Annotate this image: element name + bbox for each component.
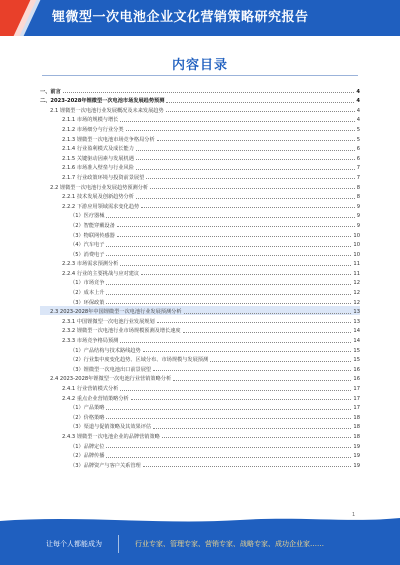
toc-entry[interactable]: [40, 296, 360, 306]
toc-entry-label: （3）锂微型一次电池出口前景展望: [70, 366, 152, 373]
toc-entry-page: 13: [353, 309, 360, 316]
toc-entry-label: 2.1.1 市场的规模与增长: [62, 117, 119, 124]
toc-entry[interactable]: [40, 450, 360, 460]
toc-entry-label: （2）品牌传播: [70, 453, 105, 460]
toc-entry[interactable]: [40, 210, 360, 220]
toc-leader-dots: [153, 428, 351, 429]
toc-entry-page: 9: [356, 213, 360, 220]
toc-leader-dots: [63, 92, 355, 93]
toc-entry-label: 2.1.4 行业盈利模式及成长能力: [62, 146, 134, 153]
toc-entry-page: 4: [356, 88, 360, 95]
toc-leader-dots: [106, 255, 351, 256]
toc-entry-label: 一、前言: [40, 88, 61, 95]
toc-entry-page: 8: [356, 184, 360, 191]
toc-leader-dots: [131, 399, 352, 400]
page-header: [0, 0, 400, 36]
toc-entry[interactable]: [40, 363, 360, 373]
toc-leader-dots: [166, 102, 354, 103]
toc-leader-dots: [106, 217, 354, 218]
toc-entry[interactable]: [40, 162, 360, 172]
toc-leader-dots: [106, 246, 351, 247]
toc-entry-label: 2.2.4 行业的主要挑战与应对建议: [62, 270, 140, 277]
toc-entry-page: 6: [356, 146, 360, 153]
toc-entry[interactable]: [40, 229, 360, 239]
toc-entry[interactable]: [40, 459, 360, 469]
toc-entry[interactable]: [40, 344, 360, 354]
toc-entry-page: 12: [353, 299, 360, 306]
toc-entry[interactable]: [40, 239, 360, 249]
toc-entry[interactable]: [40, 392, 360, 402]
toc-leader-dots: [117, 236, 352, 237]
toc-leader-dots: [120, 390, 351, 391]
toc-entry-label: （3）环保政策: [70, 299, 105, 306]
toc-entry[interactable]: [40, 114, 360, 124]
toc-entry-label: 2.1.2 市场细分与行业分类: [62, 126, 124, 133]
toc-entry-page: 13: [353, 318, 360, 325]
toc-leader-dots: [153, 370, 351, 371]
page-footer: [0, 523, 400, 565]
toc-entry-page: 19: [353, 453, 360, 460]
toc-leader-dots: [141, 207, 355, 208]
toc-entry-page: 17: [353, 395, 360, 402]
toc-entry[interactable]: [40, 325, 360, 335]
toc-entry[interactable]: [40, 171, 360, 181]
toc-entry[interactable]: [40, 267, 360, 277]
toc-entry[interactable]: [40, 133, 360, 143]
toc-entry-label: （3）渠道与促销策略及其效果评估: [70, 424, 152, 431]
footer-divider: [118, 535, 119, 553]
toc-entry-label: （5）消费电子: [70, 251, 105, 258]
toc-entry[interactable]: [40, 181, 360, 191]
toc-leader-dots: [106, 303, 351, 304]
toc-leader-dots: [162, 437, 352, 438]
toc-entry[interactable]: [40, 306, 360, 316]
toc-entry[interactable]: [40, 411, 360, 421]
toc-entry-label: 2.2.3 市场需求预测分析: [62, 261, 119, 268]
toc-heading: 内容目录: [171, 58, 228, 73]
toc-leader-dots: [106, 294, 351, 295]
toc-leader-dots: [106, 409, 351, 410]
toc-entry[interactable]: [40, 382, 360, 392]
toc-leader-dots: [157, 322, 352, 323]
toc-entry-page: 18: [353, 433, 360, 440]
toc-entry-page: 7: [356, 165, 360, 172]
toc-entry-page: 12: [353, 280, 360, 287]
toc-entry-page: 4: [356, 117, 360, 124]
toc-entry[interactable]: [40, 219, 360, 229]
toc-entry[interactable]: [40, 152, 360, 162]
toc-entry[interactable]: [40, 402, 360, 412]
toc-entry-label: 2.2 锂微型一次电池行业发展趋势预测分析: [50, 184, 149, 191]
toc-entry-label: 2.1.5 关键驱动因素与发展机遇: [62, 155, 134, 162]
toc-leader-dots: [183, 332, 352, 333]
toc-leader-dots: [120, 121, 354, 122]
toc-leader-dots: [141, 274, 351, 275]
toc-entry-page: 4: [356, 107, 360, 114]
toc-entry[interactable]: [40, 200, 360, 210]
toc-leader-dots: [157, 140, 355, 141]
toc-leader-dots: [106, 284, 351, 285]
toc-entry-label: 2.1.6 市场准入壁垒与行业风险: [62, 165, 134, 172]
toc-leader-dots: [210, 361, 351, 362]
toc-entry-label: 2.4.1 行业营销模式分析: [62, 386, 119, 392]
toc-leader-dots: [166, 111, 355, 112]
toc-entry-page: 14: [353, 338, 360, 345]
toc-entry-page: 16: [353, 366, 360, 373]
toc-entry-page: 18: [353, 414, 360, 421]
toc-entry-page: 17: [353, 405, 360, 412]
toc-entry-page: 19: [353, 462, 360, 469]
toc-leader-dots: [136, 150, 355, 151]
toc-leader-dots: [143, 351, 352, 352]
toc-entry-label: （3）物联网传感器: [70, 232, 115, 239]
toc-entry[interactable]: [40, 123, 360, 133]
toc-entry-label: 2.3.2 锂微型一次电池行业市场规模预测及增长速度: [62, 328, 181, 335]
toc-entry-page: 10: [353, 242, 360, 249]
toc-entry-page: 8: [356, 194, 360, 201]
toc-entry[interactable]: [40, 85, 360, 95]
toc-entry-label: （1）产品策略: [70, 405, 105, 412]
toc-entry-page: 5: [356, 136, 360, 143]
toc-entry-label: 2.3.3 市场竞争格局预测: [62, 338, 119, 345]
toc-entry-label: （1）品牌定位: [70, 443, 105, 450]
toc-entry-page: 14: [353, 328, 360, 335]
toc-entry[interactable]: [40, 143, 360, 153]
toc-leader-dots: [143, 466, 352, 467]
toc-entry[interactable]: [40, 104, 360, 114]
toc-entry-page: 4: [356, 98, 360, 105]
toc-entry-label: 2.4 2023-2028年锂微型一次电池行业营销策略分析: [50, 376, 172, 383]
toc-leader-dots: [136, 169, 355, 170]
toc-leader-dots: [136, 198, 355, 199]
toc-leader-dots: [184, 313, 352, 314]
toc-entry-page: 18: [353, 424, 360, 431]
toc-entry-page: 15: [353, 357, 360, 364]
footer-tags: 行业专家、管理专家、营销专家、战略专家、成功企业家……: [135, 540, 324, 548]
toc-entry-page: 10: [353, 251, 360, 258]
toc-entry-page: 5: [356, 126, 360, 133]
toc-entry-label: 2.1.3 锂微型一次电池市场竞争格局分析: [62, 136, 155, 143]
toc-entry-label: （1）医疗器械: [70, 213, 105, 220]
toc-leader-dots: [173, 380, 351, 381]
toc-entry[interactable]: [40, 277, 360, 287]
toc-leader-dots: [106, 457, 351, 458]
toc-entry-label: （3）品牌资产与客户关系管理: [70, 462, 141, 469]
toc-entry[interactable]: [40, 430, 360, 440]
toc-entry-label: 2.4.2 重点企业营销策略分析: [62, 395, 129, 402]
toc-entry-label: 2.4.3 锂微型一次电池企业的品牌营销策略: [62, 433, 160, 440]
toc-leader-dots: [117, 226, 355, 227]
toc-entry-label: 2.2.1 技术发展及创新趋势分析: [62, 194, 134, 201]
toc-entry-page: 12: [353, 290, 360, 297]
toc-leader-dots: [150, 188, 355, 189]
toc-entry-label: 2.3.1 中国锂微型一次电池行业发展规划: [62, 318, 155, 325]
toc-entry-label: （2）价格策略: [70, 414, 105, 421]
toc-entry[interactable]: [40, 421, 360, 431]
toc-entry-label: 2.1.7 行业政策环境与投资前景展望: [62, 174, 145, 181]
toc-entry-page: 17: [353, 386, 360, 392]
toc-entry[interactable]: [40, 334, 360, 344]
toc-divider: [42, 75, 358, 76]
report-title: 锂微型一次电池企业文化营销策略研究报告: [52, 10, 309, 25]
toc-entry-page: 10: [353, 232, 360, 239]
toc-entry-page: 11: [353, 270, 360, 277]
toc-entry[interactable]: [40, 373, 360, 383]
footer-wave-shape: [0, 515, 400, 527]
toc-entry-page: 6: [356, 155, 360, 162]
toc-entry-page: 7: [356, 174, 360, 181]
toc-entry-page: 11: [353, 261, 360, 268]
toc-entry-page: 19: [353, 443, 360, 450]
toc-entry[interactable]: [40, 315, 360, 325]
toc-entry[interactable]: [40, 191, 360, 201]
toc-leader-dots: [146, 178, 354, 179]
toc-leader-dots: [120, 342, 351, 343]
toc-leader-dots: [120, 265, 351, 266]
toc-entry-label: （1）产品结构与技术路线趋势: [70, 347, 141, 354]
toc-entry[interactable]: [40, 258, 360, 268]
toc-entry-page: 9: [356, 222, 360, 229]
toc-entry-label: 2.1 锂微型一次电池行业发展概况及未来发展趋势: [50, 107, 164, 114]
toc-leader-dots: [126, 130, 355, 131]
table-of-contents: [40, 85, 360, 469]
toc-entry-label: （1）市场竞争: [70, 280, 105, 287]
toc-entry-page: 9: [356, 203, 360, 210]
toc-leader-dots: [106, 418, 351, 419]
toc-entry[interactable]: [40, 248, 360, 258]
toc-entry[interactable]: [40, 440, 360, 450]
toc-leader-dots: [106, 447, 351, 448]
toc-entry-label: （4）汽车电子: [70, 242, 105, 249]
toc-entry[interactable]: [40, 95, 360, 105]
toc-entry-page: 15: [353, 347, 360, 354]
toc-leader-dots: [136, 159, 355, 160]
toc-entry[interactable]: [40, 354, 360, 364]
footer-slogan: 让每个人都能成为: [46, 540, 102, 548]
toc-entry-label: 2.3 2023-2028年中国锂微型一次电池行业发展预测分析: [50, 309, 182, 316]
toc-entry-page: 16: [353, 376, 360, 383]
toc-entry-label: 2.2.2 下游应用领域需求变化趋势: [62, 203, 140, 210]
toc-entry-label: （2）智能穿戴设备: [70, 222, 115, 229]
toc-entry[interactable]: [40, 286, 360, 296]
toc-entry-label: 二、2023-2028年锂微型一次电池市场发展趋势预测: [40, 98, 165, 105]
toc-entry-label: （2）行业集中度变化趋势、区域分布、市场规模与发展预测: [70, 357, 209, 364]
toc-entry-label: （2）成本上升: [70, 290, 105, 297]
page-number: 1: [352, 512, 356, 518]
